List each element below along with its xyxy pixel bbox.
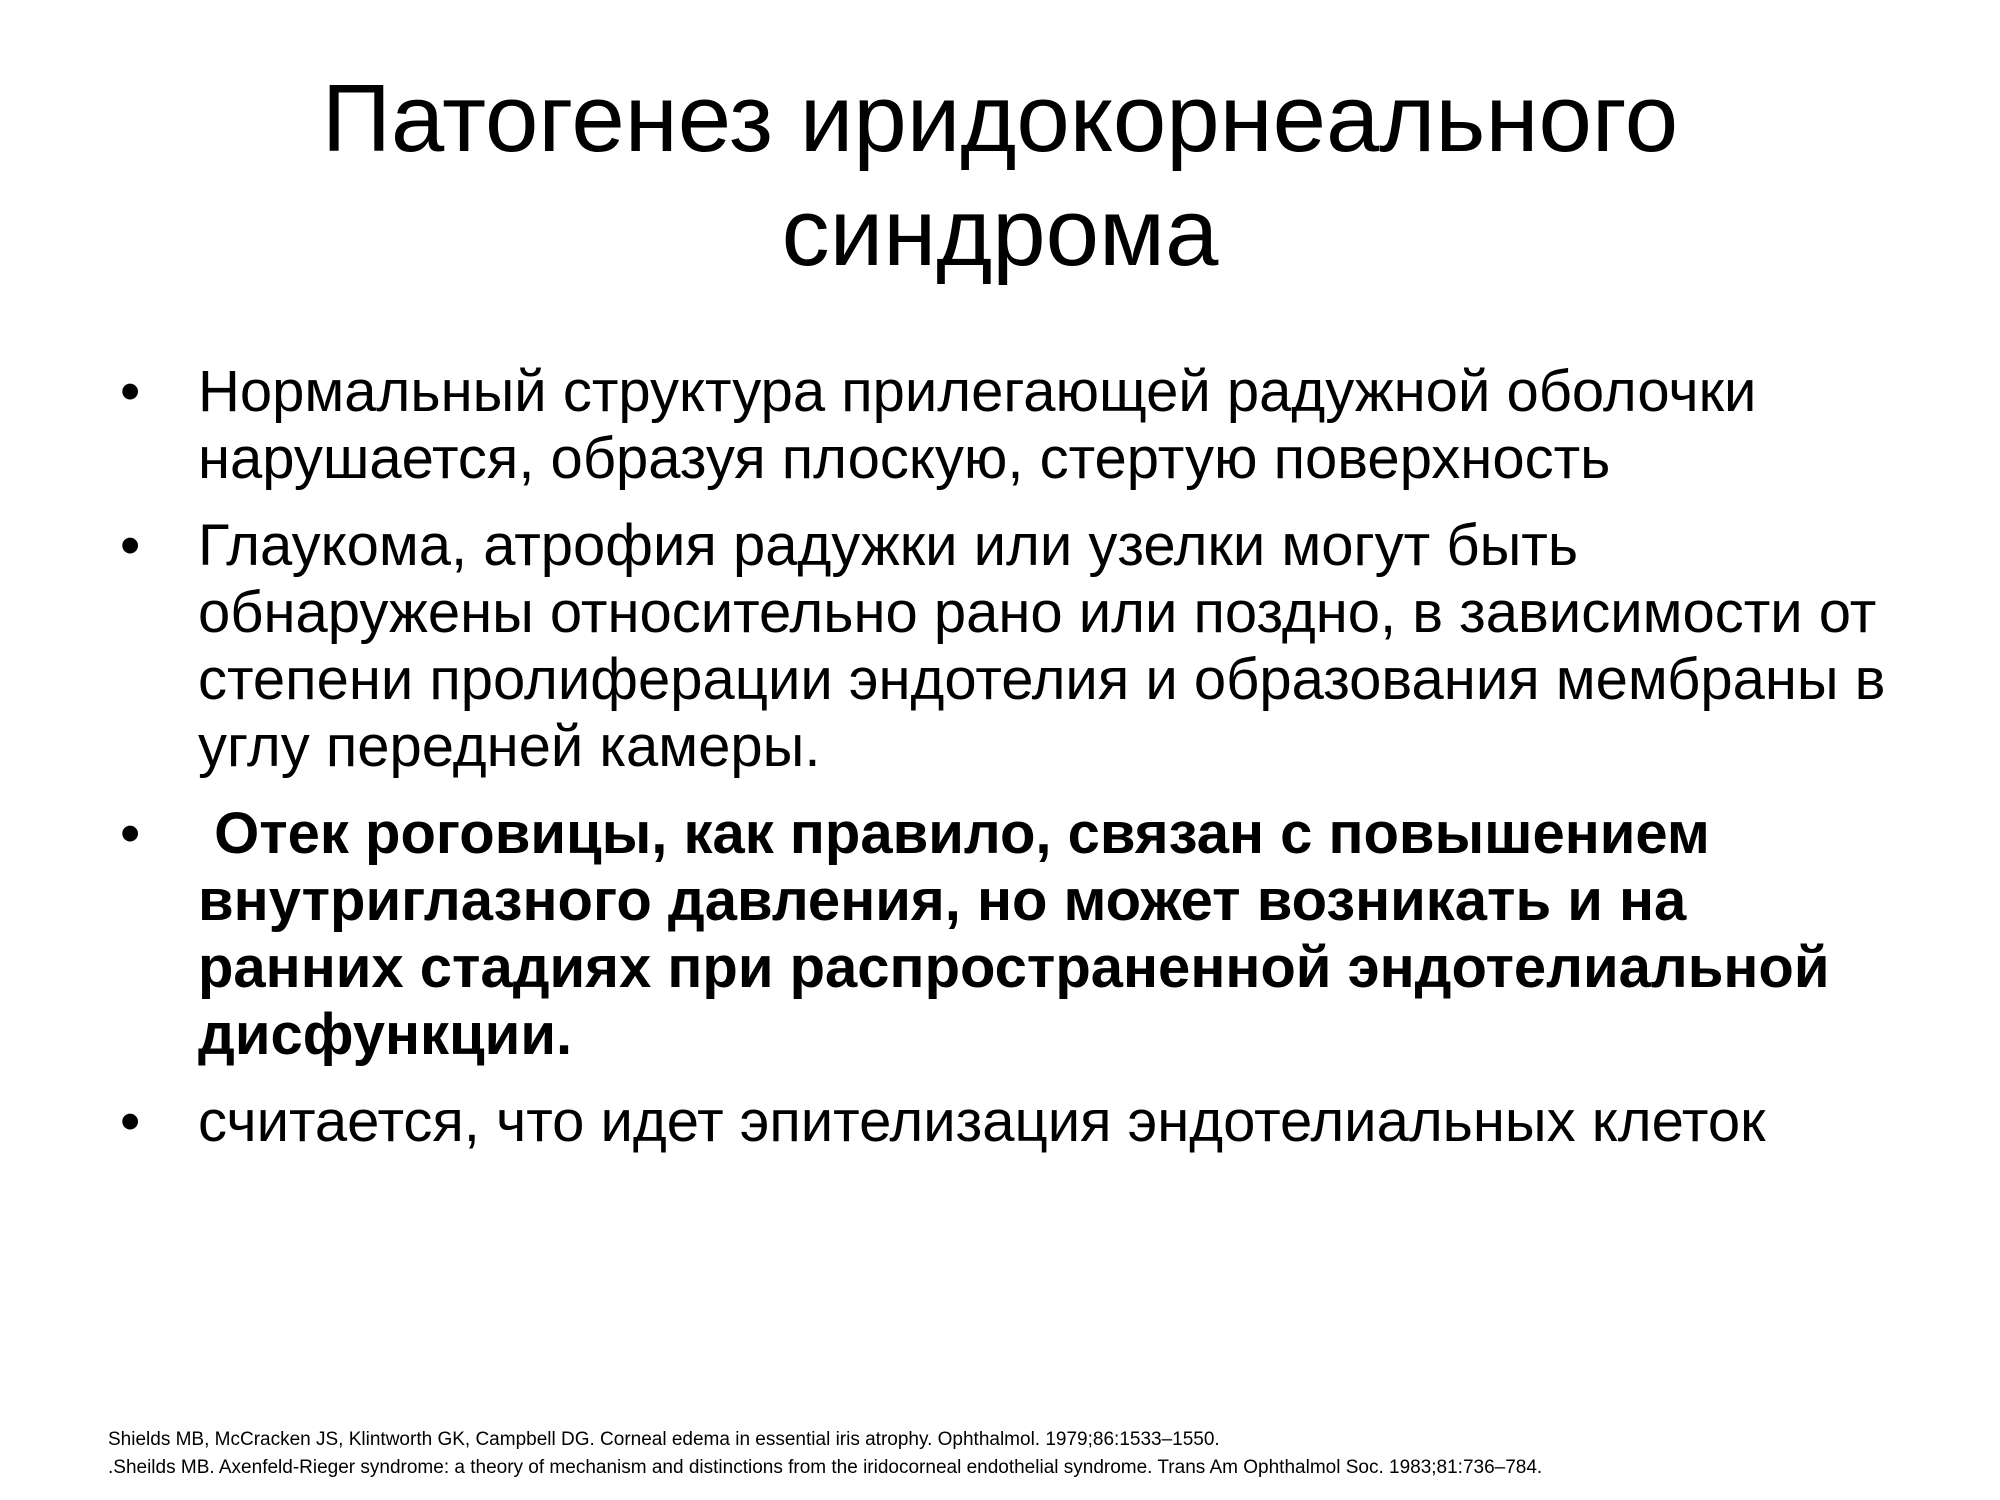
bullet-icon: • (120, 359, 141, 424)
bullet-icon: • (120, 1089, 141, 1154)
bullet-text: считается, что идет эпителизация эндотелиальных клеток (198, 1089, 1766, 1154)
bullet-item (120, 512, 1900, 780)
slide-title: Патогенез иридокорнеального синдрома (321, 65, 1679, 286)
reference-line: Shields MB, McCracken JS, Klintworth GK, Campbell DG. Corneal edema in essential iris atrophy. Ophthalmol. 1979;86:1533–1550. (108, 1429, 1220, 1450)
bullet-text: Нормальный структура прилегающей радужной оболочки нарушается, образуя плоскую, стертую поверхность (198, 359, 1757, 491)
bullet-text: Отек роговицы, как правило, связан с повышением внутриглазного давления, но может возникать и на ранних стадиях при распространенной эндотелиальной дисфункции. (198, 801, 1846, 1067)
bullet-icon: • (120, 801, 141, 866)
bullet-list (120, 358, 1900, 1175)
reference-line: .Sheilds MB. Axenfeld-Rieger syndrome: a theory of mechanism and distinctions from the iridocorneal endothelial syndrome. Trans Am Ophthalmol Soc. 1983;81:736–784. (108, 1457, 1543, 1478)
bullet-icon: • (120, 513, 141, 578)
bullet-text: Глаукома, атрофия радужки или узелки могут быть обнаружены относительно рано или поздно, в зависимости от степени пролиферации эндотелия и образования мембраны в углу передней камеры. (198, 513, 1886, 779)
bullet-item (120, 1088, 1900, 1155)
bullet-item (120, 358, 1900, 492)
bullet-item (120, 800, 1900, 1068)
references (108, 1426, 1988, 1482)
